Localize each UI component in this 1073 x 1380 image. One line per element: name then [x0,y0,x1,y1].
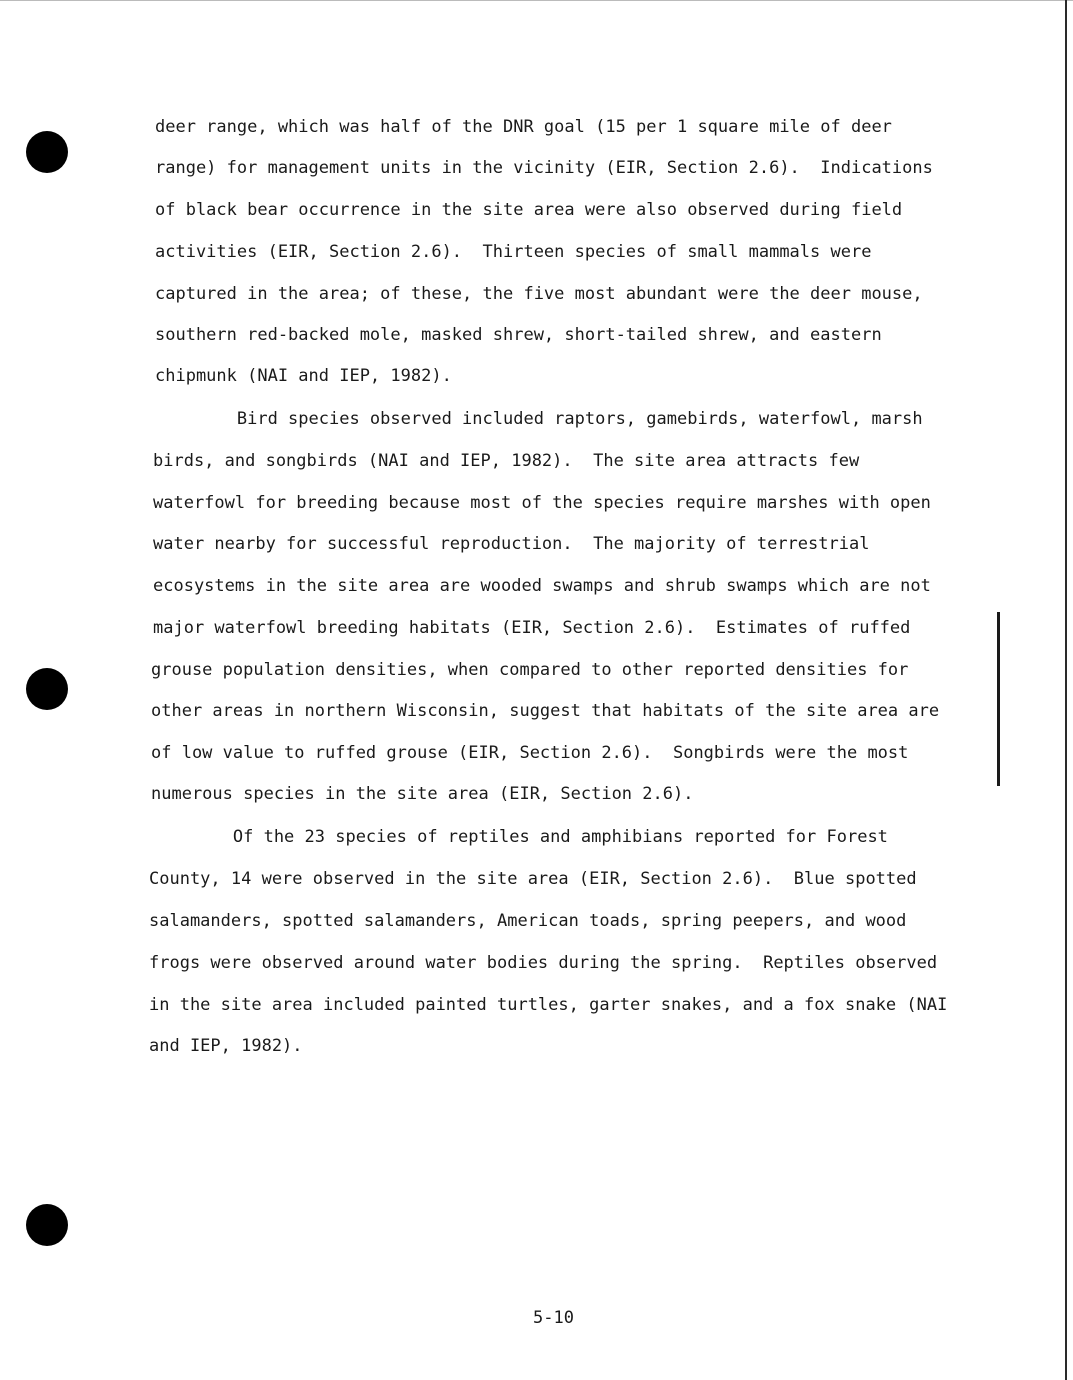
body-line-12: ecosystems in the site area are wooded swamps and shrub swamps which are not [153,576,931,596]
body-line-8: Bird species observed included raptors, gamebirds, waterfowl, marsh [155,409,923,429]
page-right-edge [1065,0,1067,1380]
body-line-13: major waterfowl breeding habitats (EIR, Section 2.6). Estimates of ruffed [153,618,911,638]
body-line-22: in the site area included painted turtles, garter snakes, and a fox snake (NAI [149,995,948,1015]
body-line-2: range) for management units in the vicinity (EIR, Section 2.6). Indications [155,158,933,178]
body-line-17: numerous species in the site area (EIR, Section 2.6). [151,784,694,804]
body-line-14: grouse population densities, when compared to other reported densities for [151,660,909,680]
body-line-15: other areas in northern Wisconsin, suggest that habitats of the site area are [151,701,940,721]
body-line-7: chipmunk (NAI and IEP, 1982). [155,366,452,386]
punch-hole-middle [26,668,68,710]
body-line-4: activities (EIR, Section 2.6). Thirteen species of small mammals were [155,242,872,262]
body-line-21: frogs were observed around water bodies during the spring. Reptiles observed [149,953,938,973]
body-line-9: birds, and songbirds (NAI and IEP, 1982). The site area attracts few [153,451,860,471]
body-line-18: Of the 23 species of reptiles and amphibians reported for Forest [151,827,888,847]
body-line-6: southern red-backed mole, masked shrew, short-tailed shrew, and eastern [155,325,882,345]
body-line-16: of low value to ruffed grouse (EIR, Section 2.6). Songbirds were the most [151,743,909,763]
body-line-20: salamanders, spotted salamanders, American toads, spring peepers, and wood [149,911,907,931]
page-top-edge [0,0,1073,1]
body-line-3: of black bear occurrence in the site area were also observed during field [155,200,903,220]
punch-hole-bottom [26,1204,68,1246]
revision-bar [997,612,1000,786]
body-line-11: water nearby for successful reproduction. The majority of terrestrial [153,534,870,554]
body-line-1: deer range, which was half of the DNR goal (15 per 1 square mile of deer [155,117,892,137]
body-line-5: captured in the area; of these, the five most abundant were the deer mouse, [155,284,923,304]
punch-hole-top [26,131,68,173]
body-line-19: County, 14 were observed in the site area (EIR, Section 2.6). Blue spotted [149,869,917,889]
body-line-10: waterfowl for breeding because most of the species require marshes with open [153,493,931,513]
page-number: 5-10 [533,1308,574,1328]
body-line-23: and IEP, 1982). [149,1036,303,1056]
